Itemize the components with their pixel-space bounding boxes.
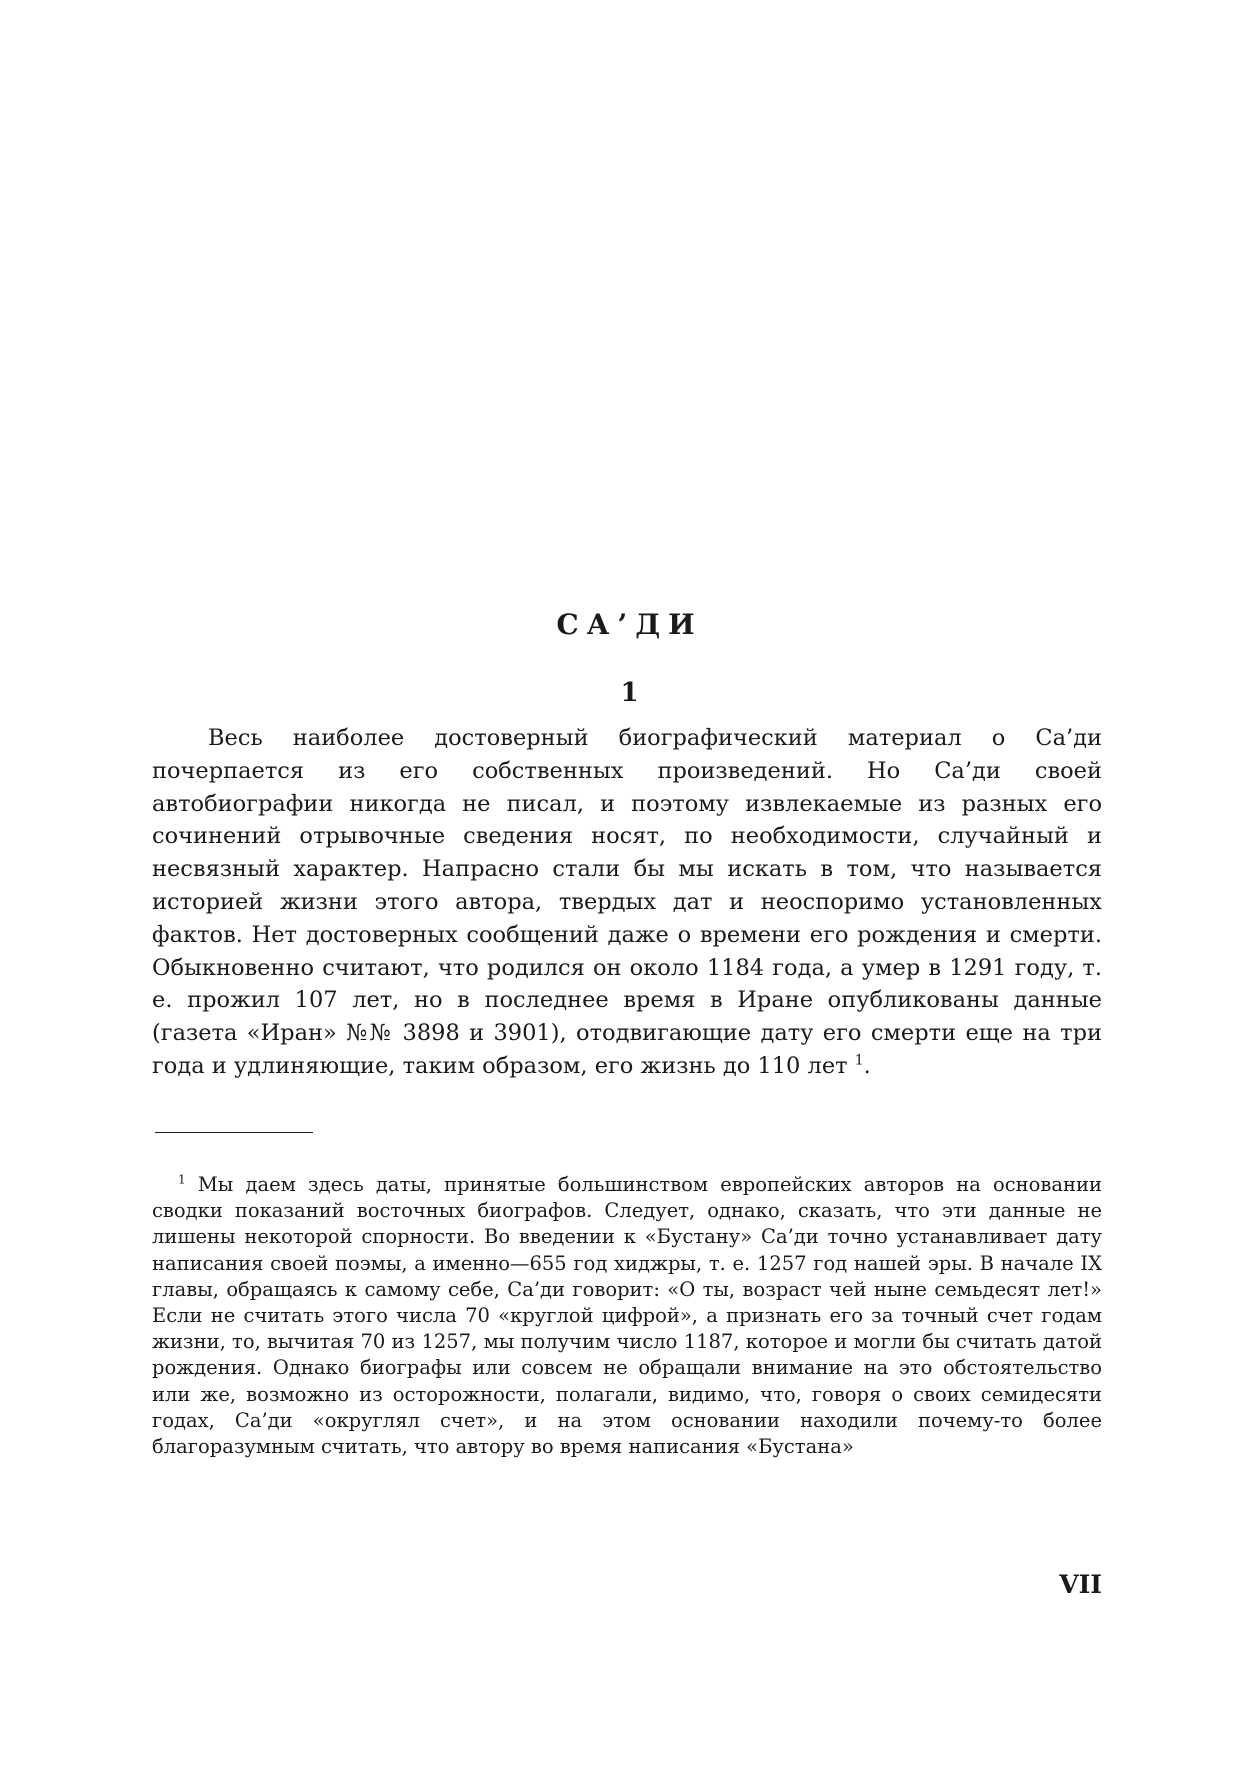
footnote-text: Мы даем здесь даты, принятые большинством европейских авторов на основании сводки показаний восточных биографов. Следует, однако, сказать, что эти данные не лишены некоторой спорности. Во введении к «Бустану» Са’ди точно устанавливает дату написания своей поэмы, а именно—655 год хиджры, т. е. 1257 год нашей эры. В начале IX главы, обращаясь к самому себе, Са’ди говорит: «О ты, возраст чей ныне семьдесят лет!» Если не считать этого числа 70 «круглой цифрой», а признать его за точный счет годам жизни, то, вычитая 70 из 1257, мы получим число 1187, которое и могли бы считать датой рождения. Однако биографы или совсем не обращали внимание на это обстоятельство или же, возможно из осторожности, полагали, видимо, что, говоря о своих семидесяти годах, Са’ди «округлял счет», и на этом основании находили почему-то более благоразумным считать, что автору во время написания «Бустана» — [152, 1173, 1103, 1459]
footnote — [152, 1172, 1102, 1460]
body-end-punctuation: . — [863, 1052, 871, 1079]
page-number: VII — [1059, 1570, 1102, 1599]
footnote-marker: 1 — [178, 1172, 186, 1187]
footnote-reference[interactable]: 1 — [854, 1052, 864, 1069]
chapter-title: СА’ДИ — [556, 608, 703, 641]
section-number: 1 — [620, 678, 639, 708]
body-paragraph — [152, 722, 1102, 1083]
footnote-divider — [155, 1132, 313, 1133]
body-text: Весь наиболее достоверный биографический материал о Са’ди почерпается из его собственных произведений. Но Са’ди своей автобиографии никогда не писал, и поэтому извлекаемые из разных его сочинений отрывочные сведения носят, по необходимости, случайный и несвязный характер. Напрасно стали бы мы искать в том, что называется историей жизни этого автора, твердых дат и неоспоримо установленных фактов. Нет достоверных сообщений даже о времени его рождения и смерти. Обыкновенно считают, что родился он около 1184 года, а умер в 1291 году, т. е. прожил 107 лет, но в последнее время в Иране опубликованы данные (газета «Иран» №№ 3898 и 3901), отодвигающие дату его смерти еще на три года и удлиняющие, таким образом, его жизнь до 110 лет — [152, 725, 1102, 1079]
